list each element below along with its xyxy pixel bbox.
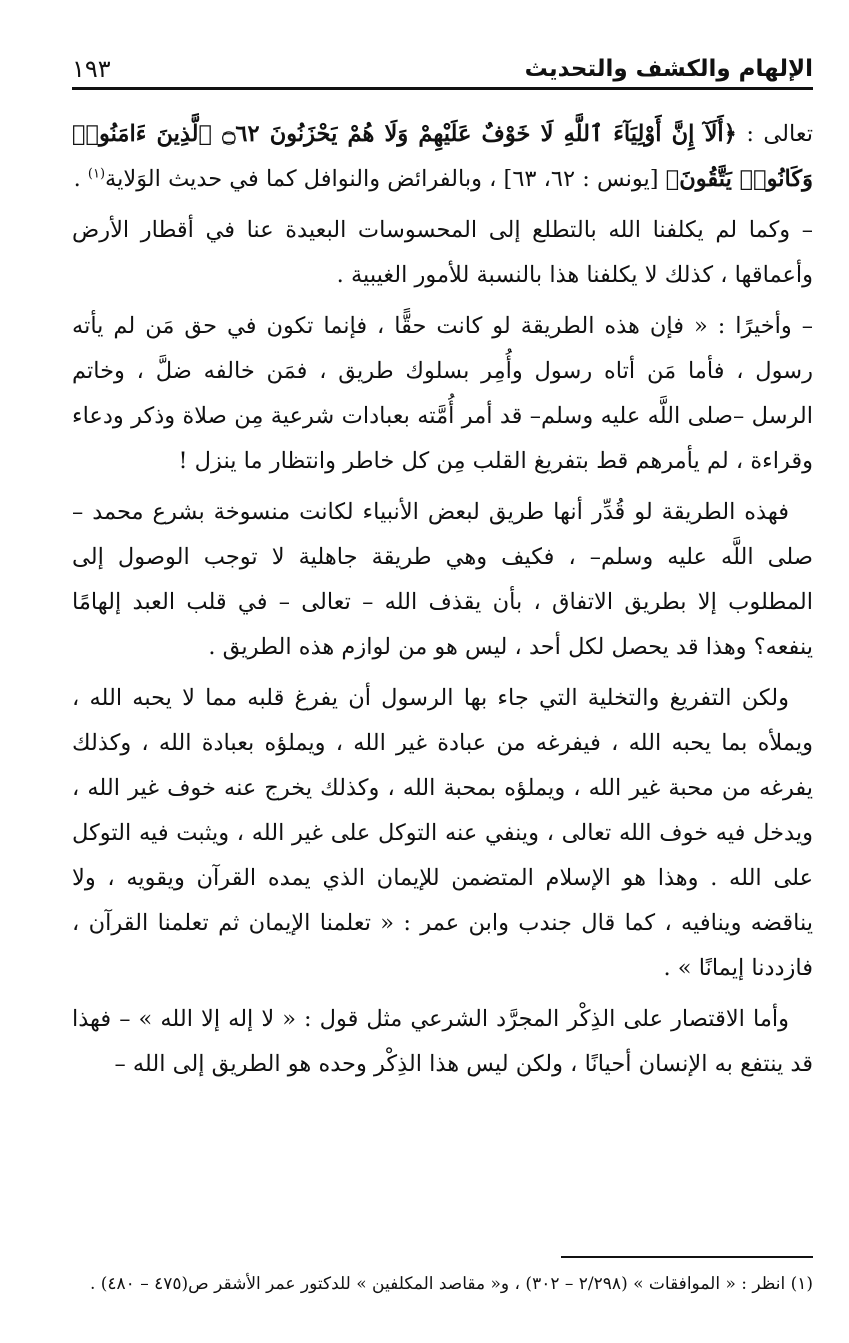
footnote: (١) انظر : « الموافقات » (٢/٢٩٨ – ٣٠٢) ، و« مقاصد المكلفين » للدكتور عمر الأشقر ص(٤٧٥ – ٤٨٠) .: [89, 1274, 813, 1294]
main-text: [72, 112, 813, 1093]
paragraph-1-end: .: [73, 166, 88, 192]
page-header: [72, 40, 813, 90]
footnote-separator: [561, 1256, 813, 1258]
running-title: الإلهام والكشف والتحديث: [524, 56, 813, 82]
paragraph-1: [72, 112, 813, 202]
verse-reference: [يونس : ٦٢، ٦٣] ، وبالفرائض والنوافل كما في حديث الوَلاية: [105, 166, 666, 192]
paragraph-5: ولكن التفريغ والتخلية التي جاء بها الرسول أن يفرغ قلبه مما لا يحبه الله ، ويملأه بما يحبه الله ، فيفرغه من عبادة غير الله ، ويملؤه بعبادة الله ، وكذلك يفرغه من محبة غير الله ، ويملؤه بمحبة الله ، وكذلك يخرج عنه خوف غير الله ، ويدخل فيه خوف الله تعالى ، وينفي عنه التوكل على غير الله ، ويثبت فيه التوكل على الله . وهذا هو الإسلام المتضمن للإيمان الذي يمده القرآن ويقويه ، ولا يناقضه وينافيه ، كما قال جندب وابن عمر : « تعلمنا الإيمان ثم تعلمنا القرآن ، فازددنا إيمانًا » .: [72, 685, 813, 981]
paragraph-3: – وأخيرًا : « فإن هذه الطريقة لو كانت حقًّا ، فإنما تكون في حق مَن لم يأته رسول ، فأما مَن أتاه رسول وأُمِر بسلوك طريق ، فمَن خالفه ضلَّ ، وخاتم الرسل –صلى اللَّه عليه وسلم– قد أمر أُمَّته بعبادات شرعية مِن صلاة وذكر ودعاء وقراءة ، لم يأمرهم قط بتفريغ القلب مِن كل خاطر وانتظار ما ينزل !: [72, 313, 813, 474]
paragraph-6: وأما الاقتصار على الذِكْر المجرَّد الشرعي مثل قول : « لا إله إلا الله » – فهذا قد ينتفع به الإنسان أحيانًا ، ولكن ليس هذا الذِكْر وحده هو الطريق إلى الله –: [72, 1006, 813, 1077]
paragraph-4: فهذه الطريقة لو قُدِّر أنها طريق لبعض الأنبياء لكانت منسوخة بشرع محمد –صلى اللَّه عليه وسلم– ، فكيف وهي طريقة جاهلية لا توجب الوصول إلى المطلوب إلا بطريق الاتفاق ، بأن يقذف الله – تعالى – في قلب العبد إلهامًا ينفعه؟ وهذا قد يحصل لكل أحد ، ليس هو من لوازم هذه الطريق .: [72, 499, 813, 660]
footnote-marker[interactable]: (١): [87, 166, 106, 182]
paragraph-1-intro: تعالى :: [736, 121, 814, 147]
page-number: ١٩٣: [72, 55, 111, 83]
quran-verse: ﴿أَلَآ إِنَّ أَوْلِيَآءَ ٱللَّهِ لَا خَوْفٌ عَلَيْهِمْ وَلَا هُمْ يَحْزَنُونَ ۝٦٢ ٱلَّذِينَ ءَامَنُوا۟ وَكَانُوا۟ يَتَّقُونَ﴾: [72, 121, 813, 192]
paragraph-2: – وكما لم يكلفنا الله بالتطلع إلى المحسوسات البعيدة عنا في أقطار الأرض وأعماقها ، كذلك لا يكلفنا هذا بالنسبة للأمور الغيبية .: [72, 217, 813, 288]
